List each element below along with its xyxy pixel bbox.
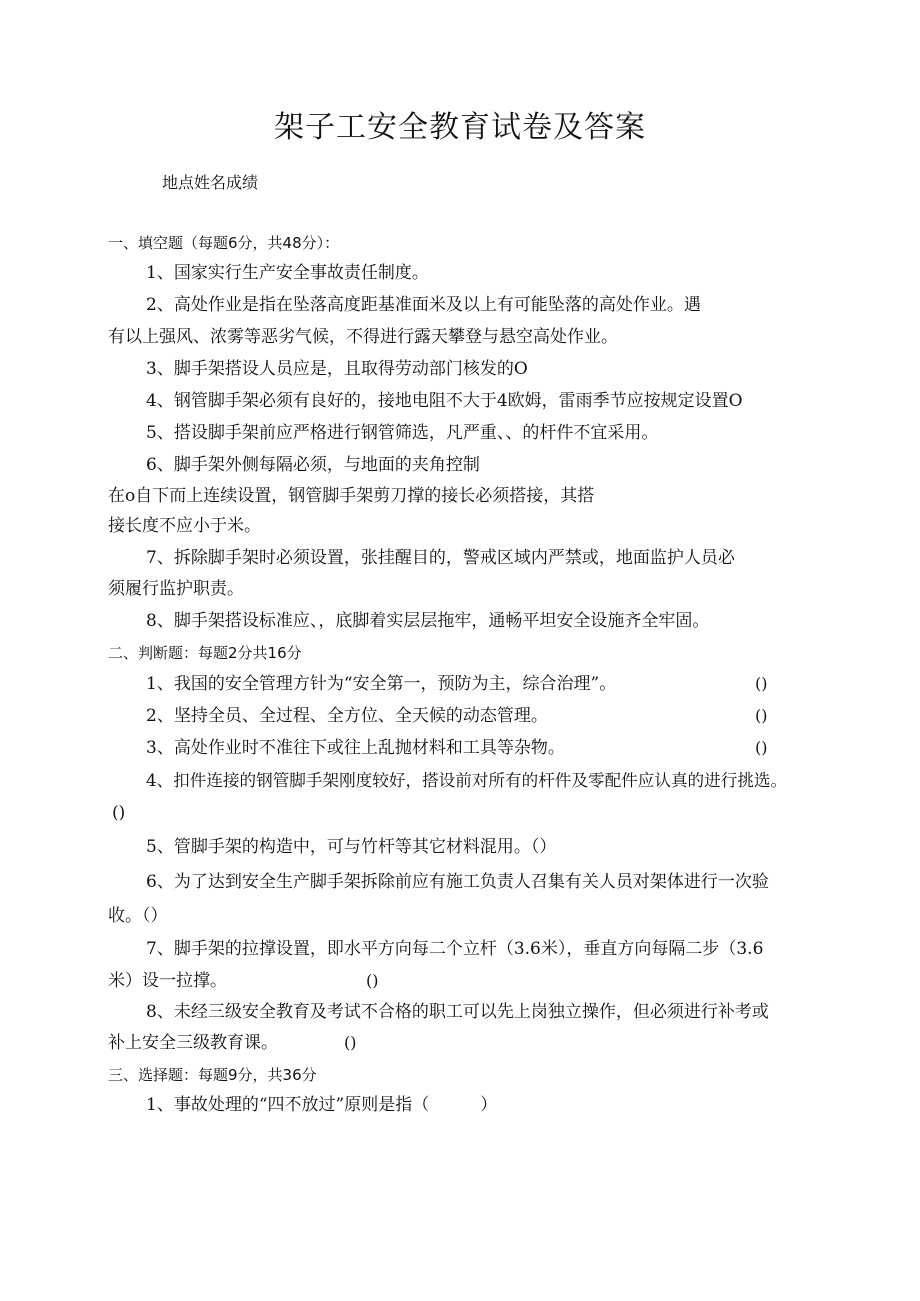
answer-paren: ()	[755, 738, 768, 757]
section2-line: 补上安全三级教育课。	[108, 1033, 278, 1053]
section1-line: 5、搭设脚手架前应严格进行钢管筛选，凡严重、、的杆件不宜采用。	[146, 423, 659, 443]
section1-line: 有以上强风、浓雾等恶劣气候，不得进行露天攀登与悬空高处作业。	[108, 327, 618, 347]
section1-line: 7、拆除脚手架时必须设置，张挂醒目的，警戒区域内严禁或，地面监护人员必	[146, 548, 735, 568]
section3-heading: 三、选择题：每题9分，共36分	[108, 1066, 317, 1084]
section1-line: 6、脚手架外侧每隔必须，与地面的夹角控制	[146, 455, 480, 475]
section2-line: 7、脚手架的拉撑设置，即水平方向每二个立杆（3.6米），垂直方向每隔二步（3.6	[146, 939, 764, 959]
section2-line: 收。（）	[108, 906, 168, 926]
section2-line: 3、高处作业时不准往下或往上乱抛材料和工具等杂物。	[146, 738, 565, 758]
section1-line: 接长度不应小于米。	[108, 516, 261, 536]
page-title: 架子工安全教育试卷及答案	[274, 110, 646, 145]
section1-line: 2、高处作业是指在坠落高度距基准面米及以上有可能坠落的高处作业。遇	[146, 295, 701, 315]
answer-paren: ()	[366, 971, 379, 990]
answer-paren: ()	[755, 706, 768, 725]
section2-line: 米）设一拉撑。	[108, 971, 227, 991]
info-line: 地点姓名成绩	[162, 173, 259, 192]
section2-line: ()	[112, 803, 126, 823]
section1-line: 4、钢管脚手架必须有良好的，接地电阻不大于4欧姆，雷雨季节应按规定设置O	[146, 391, 743, 411]
section3-line: 1、事故处理的“四不放过”原则是指（ ）	[146, 1095, 498, 1115]
answer-paren: ()	[755, 674, 768, 693]
section2-line: 1、我国的安全管理方针为“安全第一，预防为主，综合治理”。	[146, 674, 617, 694]
answer-paren: ()	[344, 1033, 357, 1052]
section2-heading: 二、判断题：每题2分共16分	[108, 644, 302, 662]
section1-line: 3、脚手架搭设人员应是，且取得劳动部门核发的O	[146, 359, 528, 379]
section2-line: 8、未经三级安全教育及考试不合格的职工可以先上岗独立操作，但必须进行补考或	[146, 1002, 769, 1022]
section1-line: 须履行监护职责。	[108, 579, 244, 599]
section2-line: 2、坚持全员、全过程、全方位、全天候的动态管理。	[146, 706, 548, 726]
section1-line: 8、脚手架搭设标准应、，底脚着实层层拖牢，通畅平坦安全设施齐全牢固。	[146, 611, 710, 631]
section1-line: 1、国家实行生产安全事故责任制度。	[146, 263, 429, 283]
section2-line: 6、为了达到安全生产脚手架拆除前应有施工负责人召集有关人员对架体进行一次验	[146, 872, 769, 892]
section1-heading: 一、填空题（每题6分，共48分）：	[108, 234, 340, 252]
section2-line: 5、管脚手架的构造中，可与竹杆等其它材料混用。（）	[146, 837, 557, 857]
section2-line: 4、扣件连接的钢管脚手架刚度较好，搭设前对所有的杆件及零配件应认真的进行挑选。	[146, 771, 788, 790]
section1-line: 在o自下而上连续设置，钢管脚手架剪刀撑的接长必须搭接，其搭	[108, 486, 595, 506]
